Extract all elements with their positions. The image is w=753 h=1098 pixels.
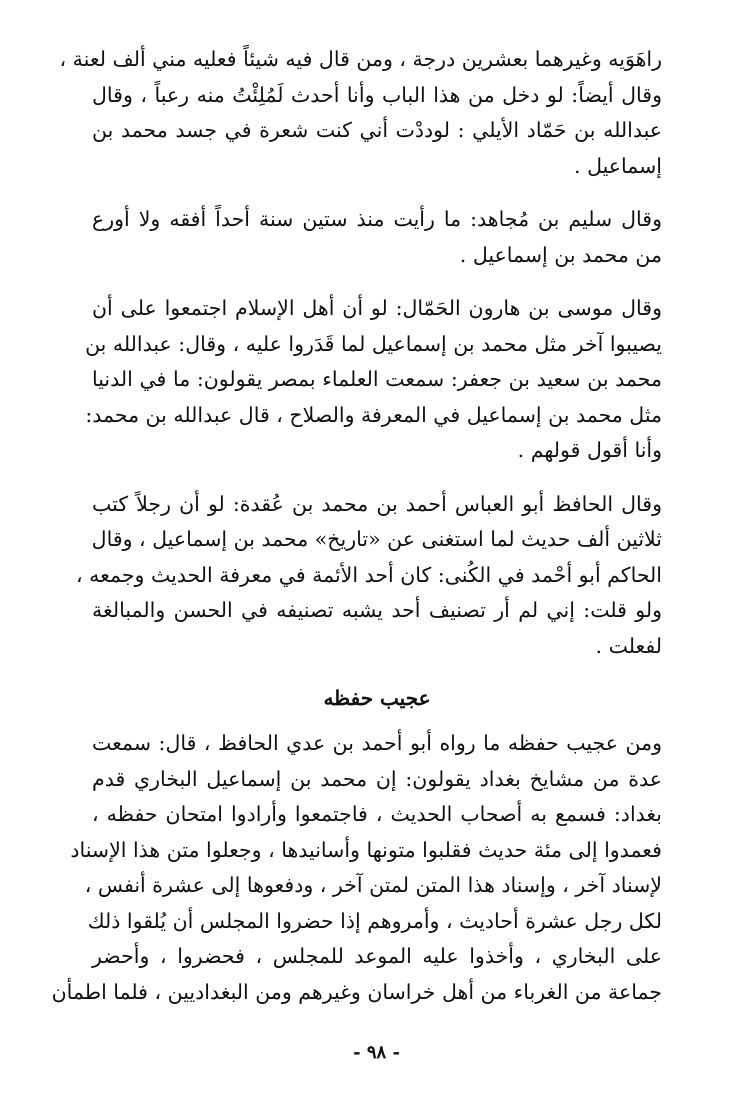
text-line: لفعلت . xyxy=(595,633,662,658)
text-line: الحاكم أبو أحْمد في الكُنى: كان أحد الأئمة في معرفة الحديث وجمعه ، xyxy=(76,562,662,587)
text-line: يصيبوا آخر مثل محمد بن إسماعيل لما قَدَروا عليه ، وقال: عبدالله بن xyxy=(85,331,662,356)
text-line: محمد بن سعيد بن جعفر: سمعت العلماء بمصر يقولون: ما في الدنيا xyxy=(92,367,662,391)
text-line: وقال سليم بن مُجاهد: ما رأيت منذ ستين سنة أحداً أفقه ولا أورع xyxy=(92,207,662,231)
paragraph xyxy=(92,202,662,273)
page-body xyxy=(51,42,662,1028)
paragraph-group-bottom xyxy=(51,726,662,1010)
paragraph xyxy=(59,42,662,184)
text-line: مثل محمد بن إسماعيل في المعرفة والصلاح ، قال عبدالله بن محمد: xyxy=(85,402,662,427)
text-line: عدة من مشايخ بغداد يقولون: إن محمد بن إسماعيل البخاري قدم xyxy=(92,766,662,791)
text-line: وقال أيضاً: لو دخل من هذا الباب وأنا أحدث لَمُلِئْتُ منه رعباً ، وقال xyxy=(92,82,662,107)
section-heading: عجيب حفظه xyxy=(323,686,431,710)
paragraph-group-top xyxy=(59,42,662,664)
text-line: وقال موسى بن هارون الحَمّال: لو أن أهل الإسلام اجتمعوا على أن xyxy=(92,296,662,320)
text-line: لإسناد آخر ، وإسناد هذا المتن لمتن آخر ، ودفعوها إلى عشرة أنفس ، xyxy=(84,873,662,897)
text-line: ثلاثين ألف حديث لما استغنى عن «تاريخ» محمد بن إسماعيل ، وقال xyxy=(91,527,662,551)
paragraph xyxy=(85,291,662,469)
paragraph xyxy=(51,726,662,1010)
text-line: من محمد بن إسماعيل . xyxy=(459,242,662,267)
text-line: فعمدوا إلى مئة حديث فقلبوا متونها وأسانيدها ، وجعلوا متن هذا الإسناد xyxy=(70,837,662,862)
text-line: وقال الحافظ أبو العباس أحمد بن محمد بن عُقدة: لو أن رجلاً كتب xyxy=(92,491,662,516)
text-line: لكل رجل عشرة أحاديث ، وأمروهم إذا حضروا المجلس أن يُلقوا ذلك xyxy=(87,908,662,933)
paragraph xyxy=(76,487,662,665)
text-line: عبدالله بن حَمّاد الأيلي : لوددْت أني كنت شعرة في جسد محمد بن xyxy=(92,118,662,142)
text-line: ومن عجيب حفظه ما رواه أبو أحمد بن عدي الحافظ ، قال: سمعت xyxy=(92,731,662,755)
text-line: على البخاري ، وأخذوا عليه الموعد للمجلس ، فحضروا ، وأحضر xyxy=(92,944,662,968)
text-line: بغداد: فسمع به أصحاب الحديث ، فاجتمعوا وأرادوا امتحان حفظه ، xyxy=(92,802,662,826)
page-number: - ٩٨ - xyxy=(353,1042,400,1063)
text-line: راهَوَيه وغيرهما بعشرين درجة ، ومن قال فيه شيئاً فعليه مني ألف لعنة ، xyxy=(59,47,662,71)
text-line: وأنا أقول قولهم . xyxy=(517,438,662,462)
text-line: ولو قلت: إني لم أر تصنيف أحد يشبه تصنيفه في الحسن والمبالغة xyxy=(92,598,662,622)
text-line: إسماعيل . xyxy=(574,153,662,178)
text-line: جماعة من الغرباء من أهل خراسان وغيرهم ومن البغداديين ، فلما اطمأن xyxy=(51,979,662,1004)
